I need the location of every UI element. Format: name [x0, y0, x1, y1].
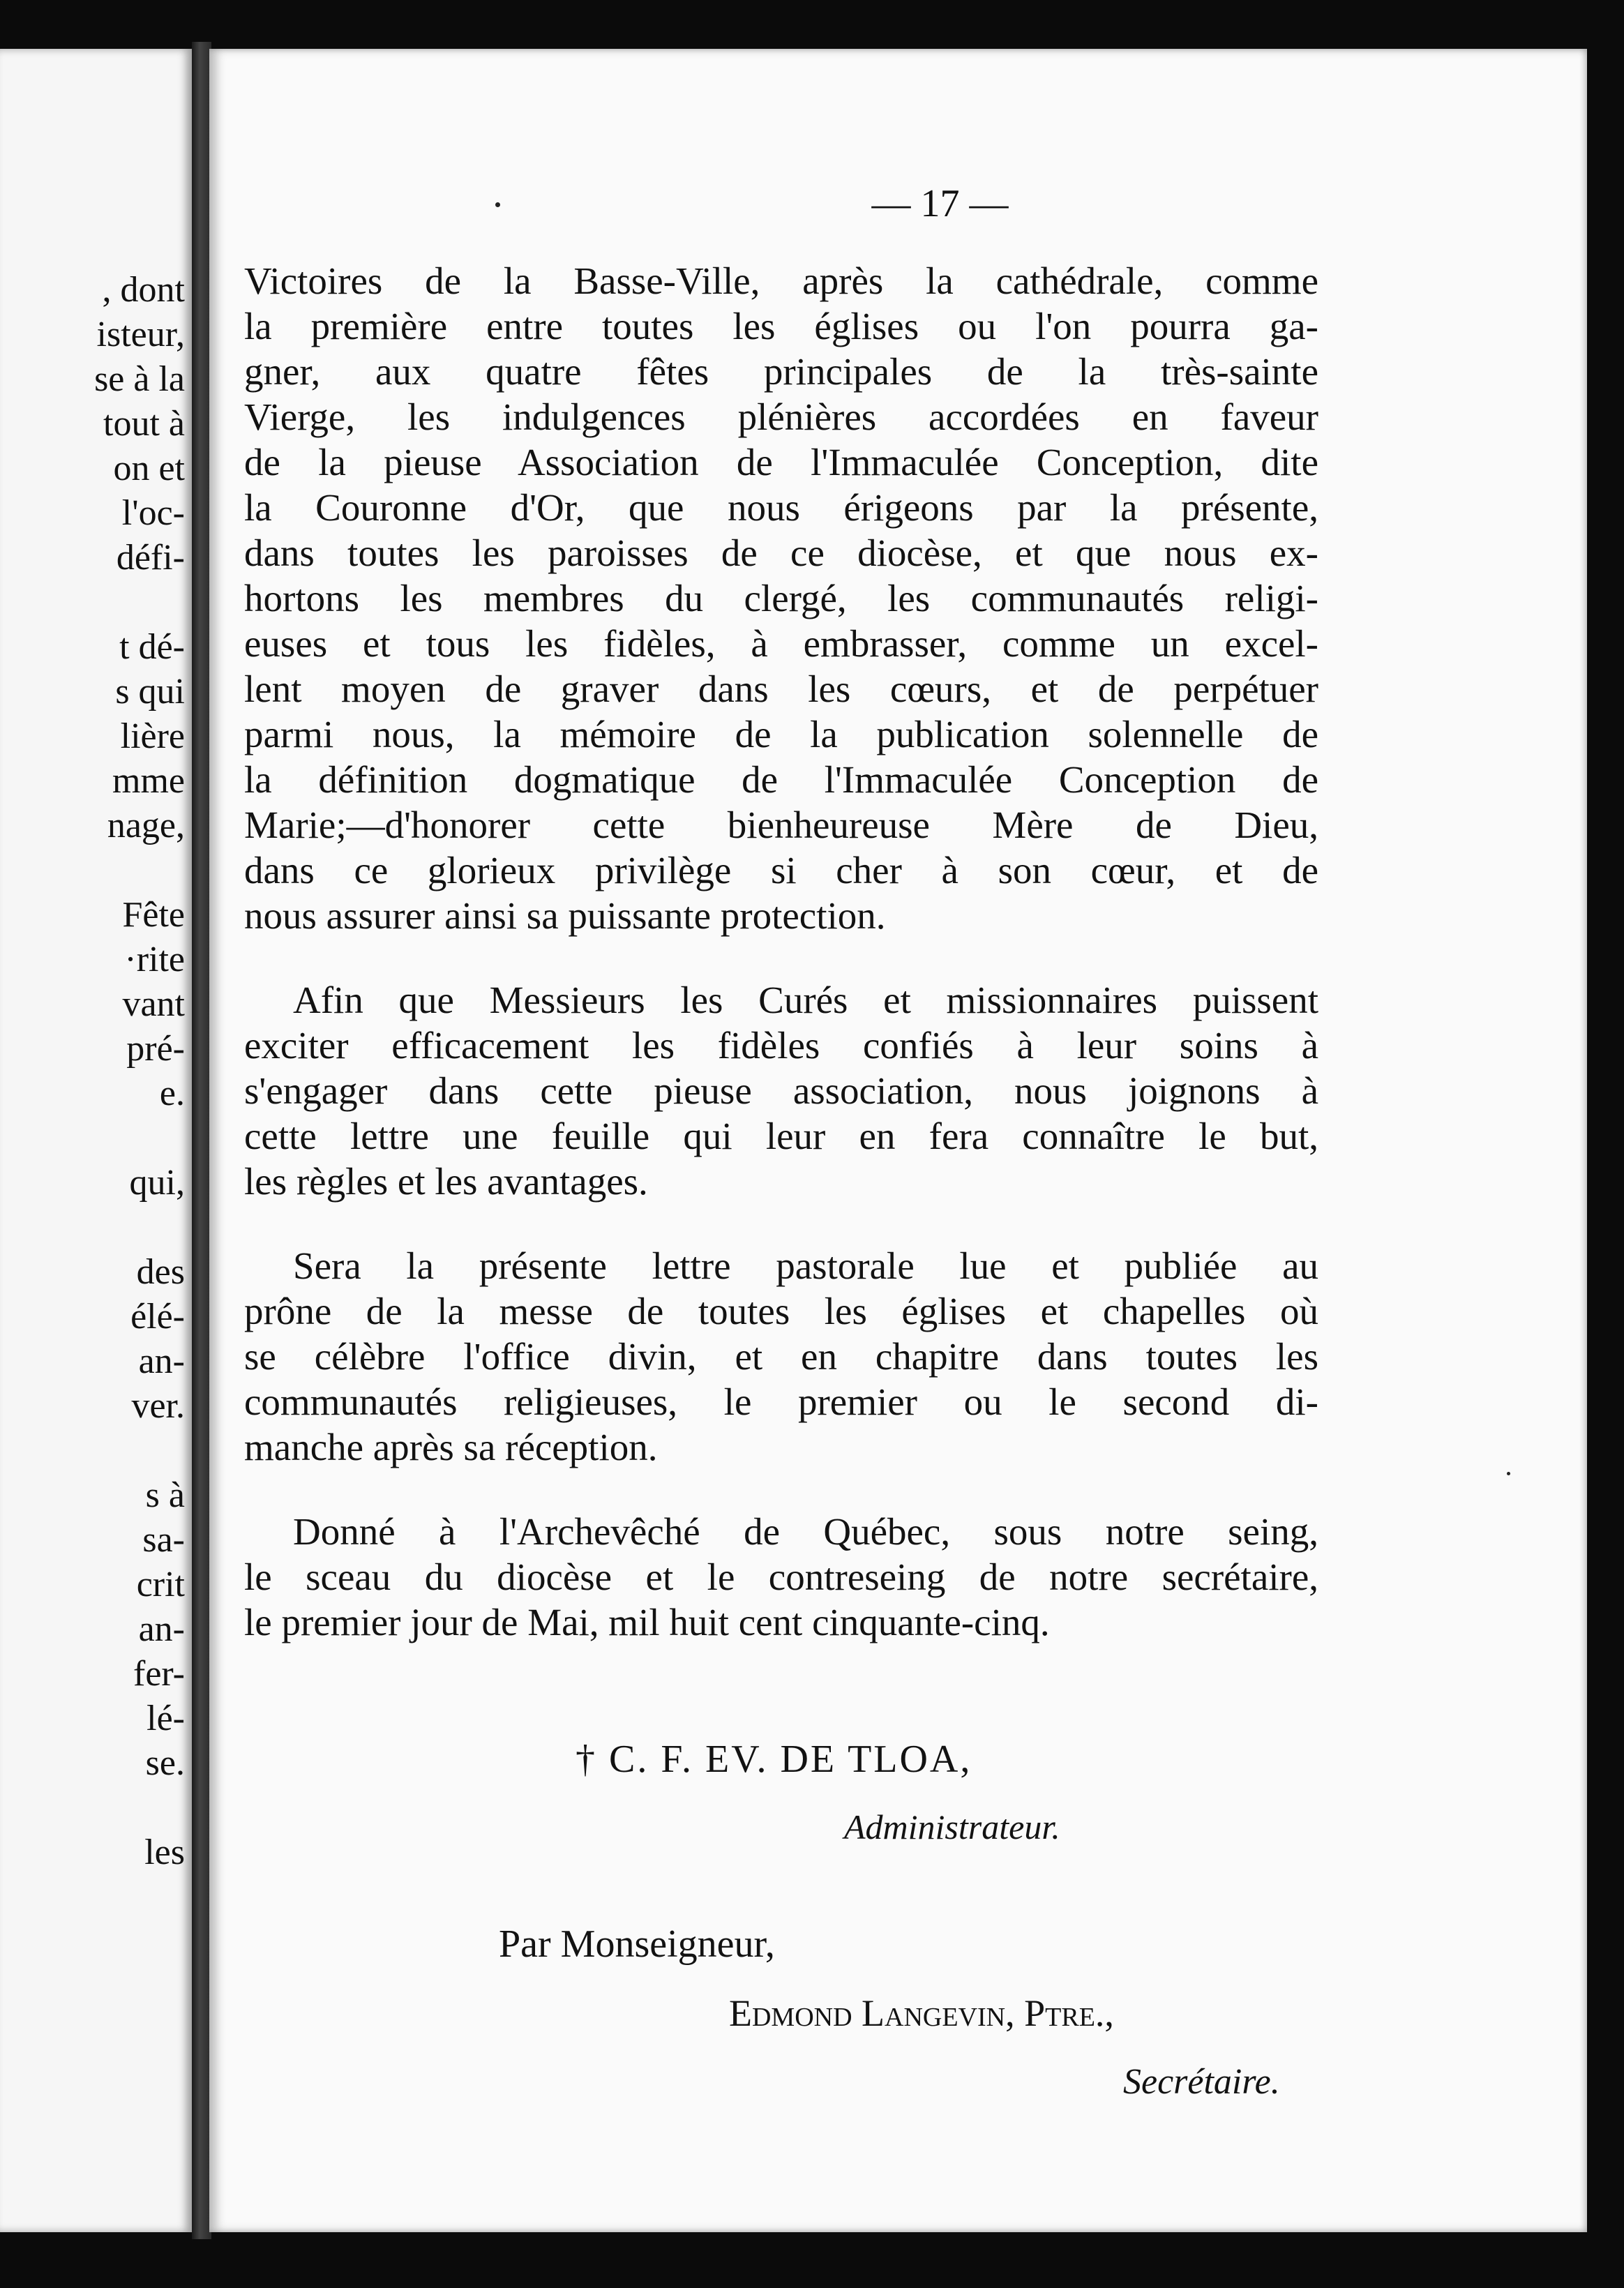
text-line: Sera la présente lettre pastorale lue et publiée au	[293, 1244, 1318, 1287]
left-page-fragment: , dont	[102, 270, 185, 310]
text-line: dans toutes les paroisses de ce diocèse, et que nous ex-	[244, 532, 1318, 574]
left-page-fragment: les	[144, 1832, 185, 1872]
paragraph	[244, 977, 1318, 1204]
left-page-fragment: t dé-	[119, 627, 185, 667]
left-page-fragment: on et	[113, 449, 185, 488]
left-page-fragment: mme	[112, 761, 185, 801]
par-monseigneur: Par Monseigneur,	[499, 1922, 775, 1966]
left-page-fragment: s à	[145, 1475, 185, 1515]
left-page-fragment: Fête	[122, 895, 185, 935]
text-line: nous assurer ainsi sa puissante protection.	[244, 894, 886, 937]
text-line: le sceau du diocèse et le contreseing de notre secrétaire,	[244, 1556, 1318, 1598]
text-line: Marie;—d'honorer cette bienheureuse Mère de Dieu,	[244, 804, 1318, 846]
text-line: le premier jour de Mai, mil huit cent cinquante-cinq.	[244, 1601, 1050, 1643]
secretary-name: Edmond Langevin, Ptre.,	[729, 1992, 1114, 2034]
left-page-fragment: pré-	[126, 1029, 185, 1069]
left-page-fragment: des	[136, 1252, 185, 1292]
text-line: parmi nous, la mémoire de la publication solennelle de	[244, 713, 1318, 755]
paragraph	[244, 258, 1318, 938]
text-line: de la pieuse Association de l'Immaculée Conception, dite	[244, 441, 1318, 483]
left-page-fragment: s qui	[115, 672, 185, 712]
text-line: cette lettre une feuille qui leur en fera connaître le but,	[244, 1115, 1318, 1157]
left-page-fragment: l'oc-	[121, 493, 185, 533]
text-line: la définition dogmatique de l'Immaculée Conception de	[244, 758, 1318, 801]
left-page-fragment: fer-	[133, 1654, 185, 1694]
text-line: gner, aux quatre fêtes principales de la très-sainte	[244, 350, 1318, 393]
scan-speck	[1507, 1472, 1510, 1475]
paragraph-gap	[244, 1204, 1318, 1243]
letter-body	[244, 258, 1318, 1645]
text-line: Victoires de la Basse-Ville, après la cathédrale, comme	[244, 259, 1318, 302]
left-page-fragment: nage,	[107, 806, 185, 845]
left-page-fragment: lière	[120, 716, 185, 756]
text-line: prône de la messe de toutes les églises et chapelles où	[244, 1290, 1318, 1332]
text-line: exciter efficacement les fidèles confiés à leur soins à	[244, 1024, 1318, 1067]
left-page-fragment: vant	[122, 984, 185, 1024]
text-line: euses et tous les fidèles, à embrasser, comme un excel-	[244, 622, 1318, 665]
left-page-fragment: an-	[138, 1341, 185, 1381]
text-line: dans ce glorieux privilège si cher à son cœur, et de	[244, 849, 1318, 891]
signatory-name: † C. F. EV. DE TLOA,	[576, 1738, 972, 1781]
left-page-fragment: ver.	[131, 1386, 185, 1426]
left-page-fragment: sa-	[142, 1520, 185, 1560]
left-page-fragment: se à la	[94, 359, 185, 399]
left-page-fragment: e.	[159, 1074, 185, 1113]
text-line: hortons les membres du clergé, les communautés religi-	[244, 577, 1318, 619]
paragraph	[244, 1243, 1318, 1470]
left-page-fragment: ·rite	[124, 940, 185, 979]
text-line: Donné à l'Archevêché de Québec, sous notre seing,	[293, 1510, 1318, 1553]
text-line: s'engager dans cette pieuse association, nous joignons à	[244, 1069, 1318, 1112]
left-page-fragment: isteur,	[96, 315, 185, 354]
text-line: Vierge, les indulgences plénières accordées en faveur	[244, 396, 1318, 438]
left-page-fragment: élé-	[130, 1297, 185, 1337]
text-line: lent moyen de graver dans les cœurs, et de perpétuer	[244, 668, 1318, 710]
paragraph	[244, 1509, 1318, 1645]
text-line: se célèbre l'office divin, et en chapitre dans toutes les	[244, 1335, 1318, 1378]
paragraph-gap	[244, 938, 1318, 977]
text-line: la première entre toutes les églises ou l'on pourra ga-	[244, 305, 1318, 347]
text-line: les règles et les avantages.	[244, 1160, 648, 1203]
text-line: Afin que Messieurs les Curés et missionnaires puissent	[293, 979, 1318, 1021]
text-line: la Couronne d'Or, que nous érigeons par la présente,	[244, 486, 1318, 529]
left-page-fragment: défi-	[116, 538, 185, 578]
paragraph-gap	[244, 1470, 1318, 1509]
secretary-title: Secrétaire.	[1123, 2062, 1280, 2102]
page-number: — 17 —	[871, 182, 1009, 225]
left-page-fragment: tout à	[103, 404, 185, 444]
text-line: manche après sa réception.	[244, 1426, 658, 1468]
left-page-fragment: an-	[138, 1609, 185, 1649]
scan-speck	[495, 202, 500, 207]
signatory-title: Administrateur.	[844, 1807, 1060, 1846]
page	[209, 49, 1587, 2232]
left-page-fragment: se.	[145, 1743, 185, 1783]
previous-page-edge	[0, 49, 192, 2232]
book-gutter	[192, 42, 211, 2239]
left-page-fragment: crit	[136, 1565, 185, 1604]
text-line: communautés religieuses, le premier ou le second di-	[244, 1380, 1318, 1423]
left-page-fragment: lé-	[146, 1699, 185, 1738]
left-page-fragment: qui,	[129, 1163, 185, 1203]
